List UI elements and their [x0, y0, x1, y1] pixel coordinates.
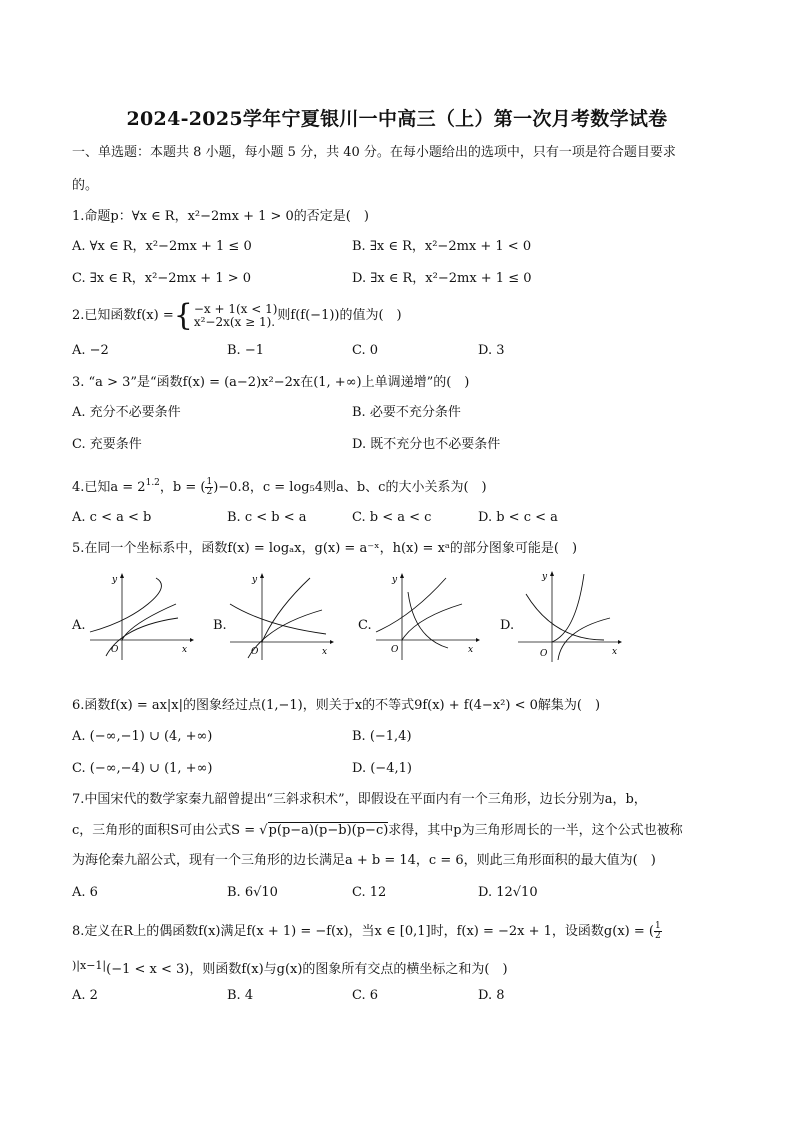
q4-option-c: C. b < a < c: [352, 510, 432, 525]
q5-graph-a: [86, 570, 196, 662]
q4-frac-num: 1: [206, 477, 213, 487]
q2-prefix: 2.已知函数f(x) =: [72, 308, 174, 323]
q3-option-a: A. 充分不必要条件: [72, 405, 181, 420]
q5-c-axis-x: x: [468, 645, 474, 655]
q6-stem: 6.函数f(x) = ax|x|的图象经过点(1,−1)，则关于x的不等式9f(x) + f(4−x²) < 0解集为( ): [72, 698, 601, 713]
q5-b-axis-x: x: [322, 647, 328, 657]
q5-c-axis-y: y: [392, 575, 398, 585]
q8-line1-text: 8.定义在R上的偶函数f(x)满足f(x + 1) = −f(x)，当x ∈ [0,1]时，f(x) = −2x + 1，设函数g(x) = (: [72, 924, 654, 939]
q5-c-origin: O: [391, 645, 399, 655]
page-title: 2024-2025学年宁夏银川一中高三（上）第一次月考数学试卷: [126, 108, 668, 130]
q5-graph-b: [226, 570, 336, 662]
q4-exp-a: 1.2: [145, 478, 160, 488]
q8-frac-num: 1: [654, 921, 661, 931]
q5-graph-c: [372, 570, 482, 662]
q5-graph-d: [514, 570, 624, 662]
q8-option-c: C. 6: [352, 988, 379, 1003]
q5-d-axis-x: x: [612, 647, 618, 657]
q4-prefix: 4.已知a = 2: [72, 480, 146, 495]
q3-option-d: D. 既不充分也不必要条件: [352, 437, 501, 452]
q4-option-b: B. c < b < a: [227, 510, 307, 525]
q2-stem: [72, 298, 732, 333]
q7-line1: 7.中国宋代的数学家秦九韶曾提出“三斜求积术”，即假设在平面内有一个三角形，边长分别为a，b，: [72, 792, 647, 807]
q5-label-a: A.: [72, 618, 86, 633]
q8-line2-text: (−1 < x < 3)，则函数f(x)与g(x)的图象所有交点的横坐标之和为( ): [106, 962, 508, 977]
q8-exp: )|x−1|: [72, 959, 107, 972]
q3-stem: 3. “a > 3”是“函数f(x) = (a−2)x²−2x在(1, +∞)上单调递增”的( ): [72, 375, 470, 390]
q1-option-c: C. ∃x ∈ R，x²−2mx + 1 > 0: [72, 271, 252, 286]
q6-option-c: C. (−∞,−4) ∪ (1, +∞): [72, 761, 213, 776]
q8-line2: [72, 956, 732, 980]
q7-radicand: p(p−a)(p−b)(p−c): [268, 823, 389, 838]
q2-piecewise: [173, 298, 278, 333]
q5-b-axis-y: y: [252, 575, 258, 585]
q4-exp-b: )−0.8: [213, 480, 250, 495]
q8-option-d: D. 8: [478, 988, 505, 1003]
q8-option-a: A. 2: [72, 988, 98, 1003]
q1-option-b: B. ∃x ∈ R，x²−2mx + 1 < 0: [352, 239, 532, 254]
section-heading-line2: 的。: [72, 178, 99, 193]
brace-symbol: {: [173, 298, 193, 333]
q2-option-c: C. 0: [352, 343, 379, 358]
q2-cases: [194, 303, 278, 329]
q2-suffix: 则f(f(−1))的值为( ): [277, 308, 402, 323]
q7-line2-b: 求得，其中p为三角形周长的一半，这个公式也被称: [388, 823, 683, 838]
q8-frac-den: 2: [654, 931, 661, 941]
q4-stem: [72, 473, 732, 498]
q7-line3: 为海伦秦九韶公式，现有一个三角形的边长满足a + b = 14，c = 6，则此三角形面积的最大值为( ): [72, 853, 656, 868]
q2-option-d: D. 3: [478, 343, 505, 358]
q5-label-b: B.: [213, 618, 227, 633]
section-heading-line1: 一、单选题：本题共 8 小题，每小题 5 分，共 40 分。在每小题给出的选项中，只有一项是符合题目要求: [72, 145, 676, 160]
q6-option-d: D. (−4,1): [352, 761, 412, 776]
q5-d-origin: O: [540, 649, 548, 659]
q3-option-b: B. 必要不充分条件: [352, 405, 461, 420]
q7-option-d: D. 12√10: [478, 885, 538, 900]
q6-option-a: A. (−∞,−1) ∪ (4, +∞): [72, 729, 213, 744]
q6-option-b: B. (−1,4): [352, 729, 412, 744]
q2-case-2: x²−2x(x ≥ 1).: [193, 315, 276, 329]
q5-b-origin: O: [251, 647, 259, 657]
q5-stem: 5.在同一个坐标系中，函数f(x) = logₐx，g(x) = a⁻ˣ，h(x) = xᵃ的部分图象可能是( ): [72, 541, 578, 556]
q1-stem: 1.命题p：∀x ∈ R，x²−2mx + 1 > 0的否定是( ): [72, 209, 369, 224]
q8-fraction: [654, 922, 662, 941]
q2-option-a: A. −2: [72, 343, 109, 358]
q5-d-axis-y: y: [542, 572, 548, 582]
q1-option-a: A. ∀x ∈ R，x²−2mx + 1 ≤ 0: [72, 239, 252, 254]
q7-option-c: C. 12: [352, 885, 387, 900]
q4-frac-den: 2: [206, 487, 213, 497]
q5-a-axis-x: x: [182, 645, 188, 655]
q8-option-b: B. 4: [227, 988, 254, 1003]
q7-line2: [72, 821, 732, 841]
q5-a-axis-y: y: [112, 575, 118, 585]
q3-option-c: C. 充要条件: [72, 437, 142, 452]
q7-option-b: B. 6√10: [227, 885, 278, 900]
q5-label-c: C.: [358, 618, 372, 633]
q4-mid: ，b = (: [159, 480, 206, 495]
q2-case-1: −x + 1(x < 1): [193, 302, 278, 316]
q1-option-d: D. ∃x ∈ R，x²−2mx + 1 ≤ 0: [352, 271, 532, 286]
q4-option-d: D. b < c < a: [478, 510, 558, 525]
q4-option-a: A. c < a < b: [72, 510, 152, 525]
q8-line1: [72, 922, 732, 942]
q7-option-a: A. 6: [72, 885, 98, 900]
q4-suffix: ，c = log₅4则a、b、c的大小关系为( ): [249, 480, 487, 495]
q5-label-d: D.: [500, 618, 515, 633]
q5-a-origin: O: [111, 645, 119, 655]
q2-option-b: B. −1: [227, 343, 264, 358]
q7-line2-a: c，三角形的面积S可由公式S = √: [72, 823, 268, 838]
